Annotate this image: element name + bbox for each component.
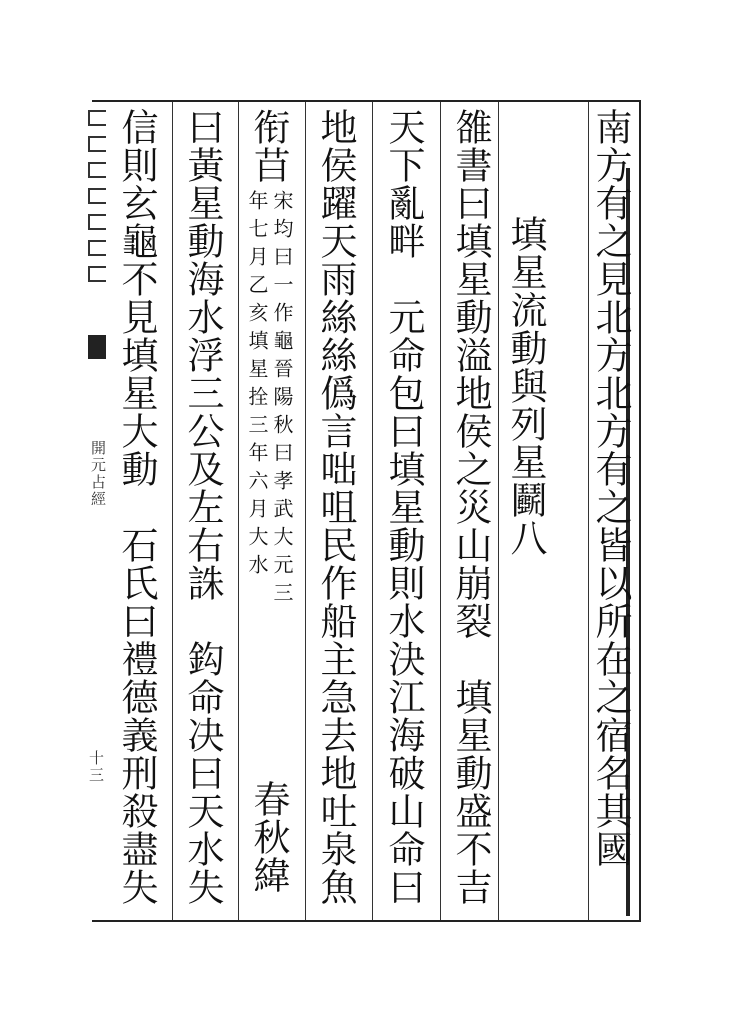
- text-column-6-note-right: 宋均曰一作龜晉陽秋曰孝武大元三: [270, 190, 294, 610]
- text-column-5: 地侯躍天雨絲絲僞言咄咀民作船主急去地吐泉魚: [314, 108, 357, 906]
- text-column-8: 信則玄龜不見填星大動 石氏曰禮德義刑殺盡失: [115, 108, 158, 906]
- column-rule: [440, 102, 441, 920]
- column-rule: [498, 102, 499, 920]
- margin-page-number: 十三: [87, 750, 105, 784]
- text-column-2-heading: 填星流動與列星鬬八: [504, 215, 547, 557]
- column-rule: [305, 102, 306, 920]
- text-column-6-note-left: 年七月乙亥填星拴三年六月大水: [245, 190, 269, 582]
- text-column-7: 曰黃星動海水浮三公及左右誅 鈎命决曰天水失: [181, 108, 224, 906]
- text-column-1: 南方有之見北方北方有之皆以所在之宿名其國: [589, 108, 632, 868]
- folio-marks: [88, 100, 106, 330]
- fishtail-mark: [88, 335, 106, 359]
- column-rule: [172, 102, 173, 920]
- text-column-3: 雒書曰填星動溢地侯之災山崩裂 填星動盛不吉: [449, 108, 492, 906]
- text-column-4: 天下亂畔 元命包曰填星動則水決江海破山命曰: [382, 108, 425, 906]
- column-rule: [372, 102, 373, 920]
- page-frame: [89, 100, 641, 922]
- column-rule: [238, 102, 239, 920]
- margin-title: 開元占經: [89, 440, 107, 508]
- text-column-6-head: 衔䒤: [247, 108, 290, 184]
- text-column-6-tail: 春秋緯: [247, 780, 290, 894]
